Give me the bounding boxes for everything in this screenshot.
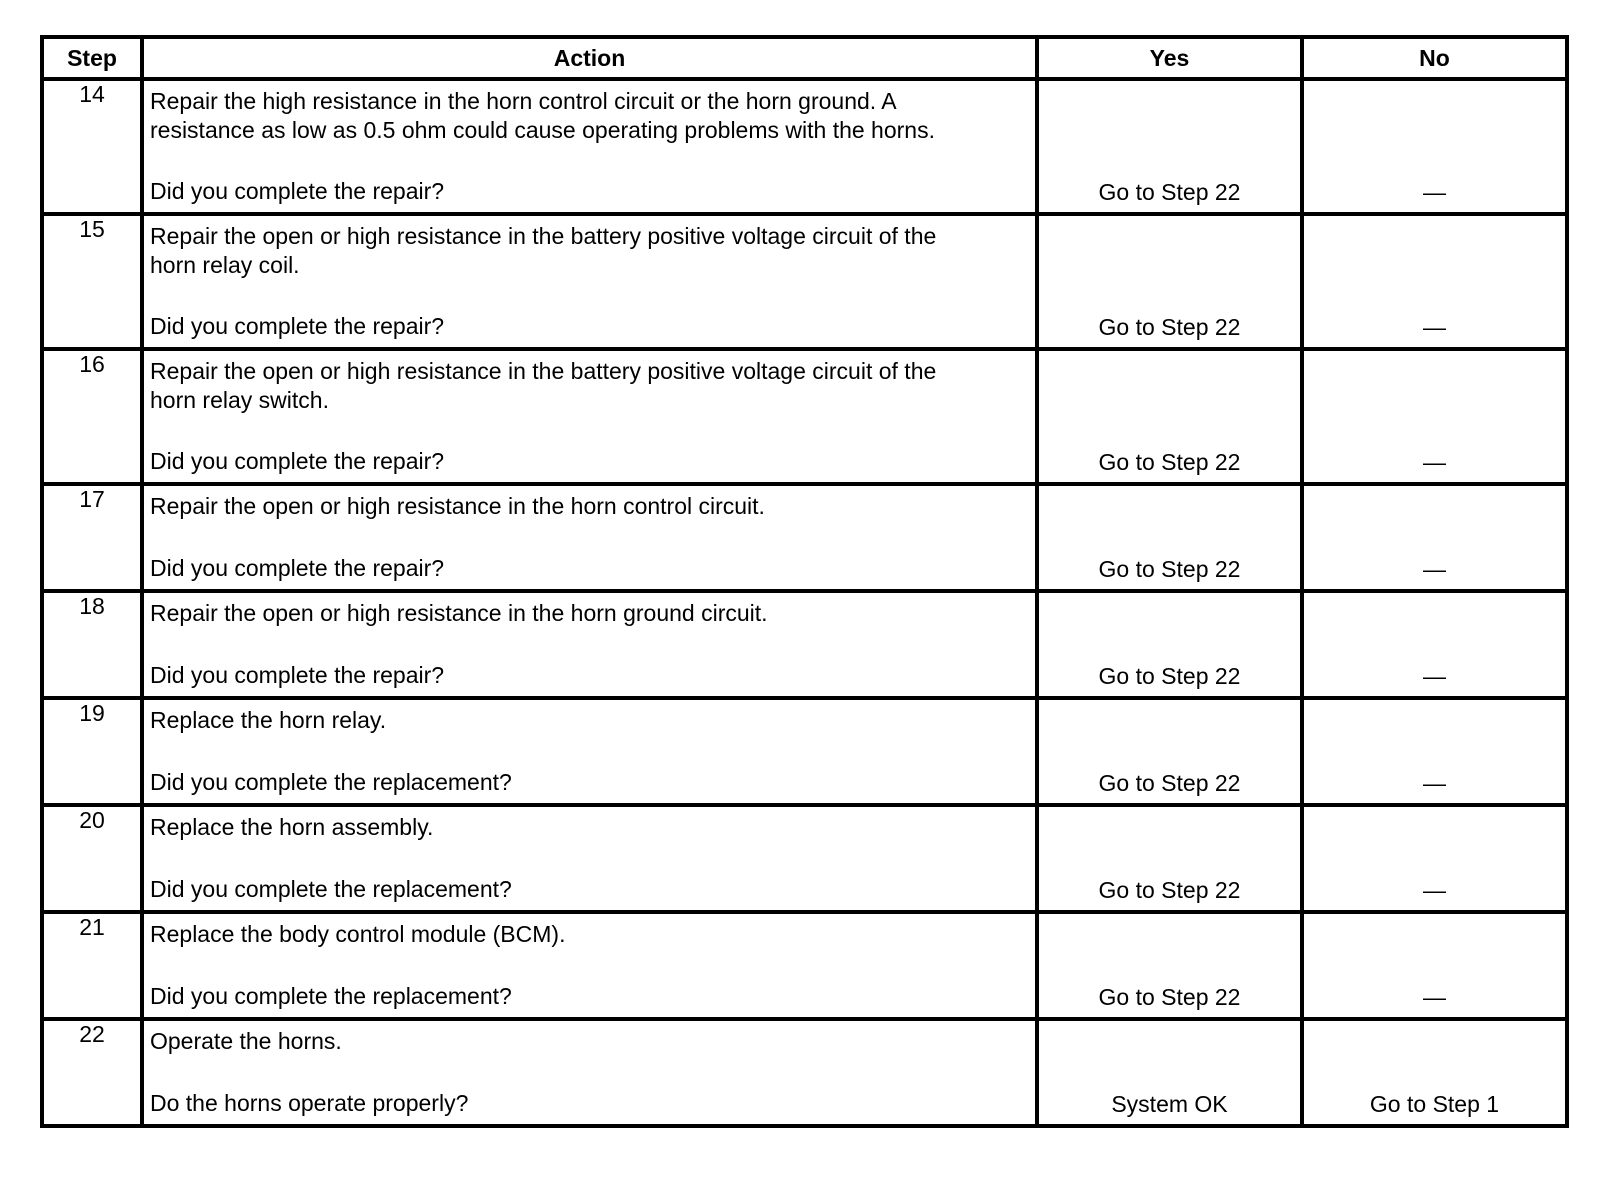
action-cell bbox=[142, 349, 1037, 484]
step-number: 20 bbox=[42, 805, 142, 912]
step-number: 16 bbox=[42, 349, 142, 484]
no-result: — bbox=[1423, 179, 1446, 205]
action-text: Replace the horn relay. bbox=[150, 707, 387, 733]
header-row bbox=[42, 37, 1567, 79]
action-text: Repair the open or high resistance in the battery positive voltage circuit of the horn relay switch. bbox=[150, 358, 937, 413]
step-number: 19 bbox=[42, 698, 142, 805]
yes-cell bbox=[1037, 79, 1302, 214]
action-cell bbox=[142, 805, 1037, 912]
table-row bbox=[42, 1019, 1567, 1126]
action-question: Did you complete the replacement? bbox=[150, 769, 512, 795]
no-result: — bbox=[1423, 663, 1446, 689]
no-cell bbox=[1302, 214, 1567, 349]
yes-result: Go to Step 22 bbox=[1098, 984, 1241, 1010]
action-text: Replace the body control module (BCM). bbox=[150, 921, 566, 947]
no-result: — bbox=[1423, 877, 1446, 903]
no-cell bbox=[1302, 805, 1567, 912]
action-text: Repair the high resistance in the horn control circuit or the horn ground. A resistance as low as 0.5 ohm could cause operating problems with the horns. bbox=[150, 88, 935, 143]
header-step: Step bbox=[42, 37, 142, 79]
yes-cell bbox=[1037, 484, 1302, 591]
no-result: — bbox=[1423, 556, 1446, 582]
action-cell bbox=[142, 591, 1037, 698]
step-number: 17 bbox=[42, 484, 142, 591]
action-question: Did you complete the repair? bbox=[150, 178, 445, 204]
header-yes: Yes bbox=[1037, 37, 1302, 79]
no-cell bbox=[1302, 698, 1567, 805]
action-cell bbox=[142, 1019, 1037, 1126]
yes-result: Go to Step 22 bbox=[1098, 663, 1241, 689]
no-cell bbox=[1302, 591, 1567, 698]
action-cell bbox=[142, 484, 1037, 591]
action-question: Did you complete the repair? bbox=[150, 555, 445, 581]
step-number: 21 bbox=[42, 912, 142, 1019]
action-question: Did you complete the repair? bbox=[150, 448, 445, 474]
table-row bbox=[42, 79, 1567, 214]
yes-result: System OK bbox=[1111, 1091, 1228, 1117]
yes-cell bbox=[1037, 698, 1302, 805]
no-result: — bbox=[1423, 449, 1446, 475]
yes-result: Go to Step 22 bbox=[1098, 314, 1241, 340]
action-question: Did you complete the repair? bbox=[150, 313, 445, 339]
table-row bbox=[42, 912, 1567, 1019]
yes-result: Go to Step 22 bbox=[1098, 449, 1241, 475]
action-cell bbox=[142, 214, 1037, 349]
no-result: — bbox=[1423, 314, 1446, 340]
yes-result: Go to Step 22 bbox=[1098, 556, 1241, 582]
yes-result: Go to Step 22 bbox=[1098, 179, 1241, 205]
action-text: Repair the open or high resistance in the battery positive voltage circuit of the horn relay coil. bbox=[150, 223, 937, 278]
header-action: Action bbox=[142, 37, 1037, 79]
diagnostic-table bbox=[40, 35, 1569, 1128]
table-row bbox=[42, 484, 1567, 591]
no-cell bbox=[1302, 349, 1567, 484]
no-result: Go to Step 1 bbox=[1369, 1091, 1500, 1117]
yes-cell bbox=[1037, 1019, 1302, 1126]
step-number: 18 bbox=[42, 591, 142, 698]
step-number: 14 bbox=[42, 79, 142, 214]
yes-cell bbox=[1037, 912, 1302, 1019]
yes-cell bbox=[1037, 805, 1302, 912]
action-cell bbox=[142, 79, 1037, 214]
yes-cell bbox=[1037, 349, 1302, 484]
table-row bbox=[42, 591, 1567, 698]
table-row bbox=[42, 214, 1567, 349]
action-text: Operate the horns. bbox=[150, 1028, 342, 1054]
action-text: Repair the open or high resistance in the horn control circuit. bbox=[150, 493, 765, 519]
yes-cell bbox=[1037, 591, 1302, 698]
no-result: — bbox=[1423, 770, 1446, 796]
action-text: Repair the open or high resistance in the horn ground circuit. bbox=[150, 600, 768, 626]
step-number: 22 bbox=[42, 1019, 142, 1126]
no-cell bbox=[1302, 912, 1567, 1019]
action-question: Do the horns operate properly? bbox=[150, 1090, 469, 1116]
header-no: No bbox=[1302, 37, 1567, 79]
no-cell bbox=[1302, 1019, 1567, 1126]
table-row bbox=[42, 805, 1567, 912]
yes-cell bbox=[1037, 214, 1302, 349]
table-row bbox=[42, 698, 1567, 805]
no-result: — bbox=[1423, 984, 1446, 1010]
yes-result: Go to Step 22 bbox=[1098, 877, 1241, 903]
yes-result: Go to Step 22 bbox=[1098, 770, 1241, 796]
no-cell bbox=[1302, 484, 1567, 591]
step-number: 15 bbox=[42, 214, 142, 349]
action-cell bbox=[142, 912, 1037, 1019]
no-cell bbox=[1302, 79, 1567, 214]
table-row bbox=[42, 349, 1567, 484]
action-cell bbox=[142, 698, 1037, 805]
action-text: Replace the horn assembly. bbox=[150, 814, 434, 840]
action-question: Did you complete the replacement? bbox=[150, 876, 512, 902]
action-question: Did you complete the repair? bbox=[150, 662, 445, 688]
action-question: Did you complete the replacement? bbox=[150, 983, 512, 1009]
